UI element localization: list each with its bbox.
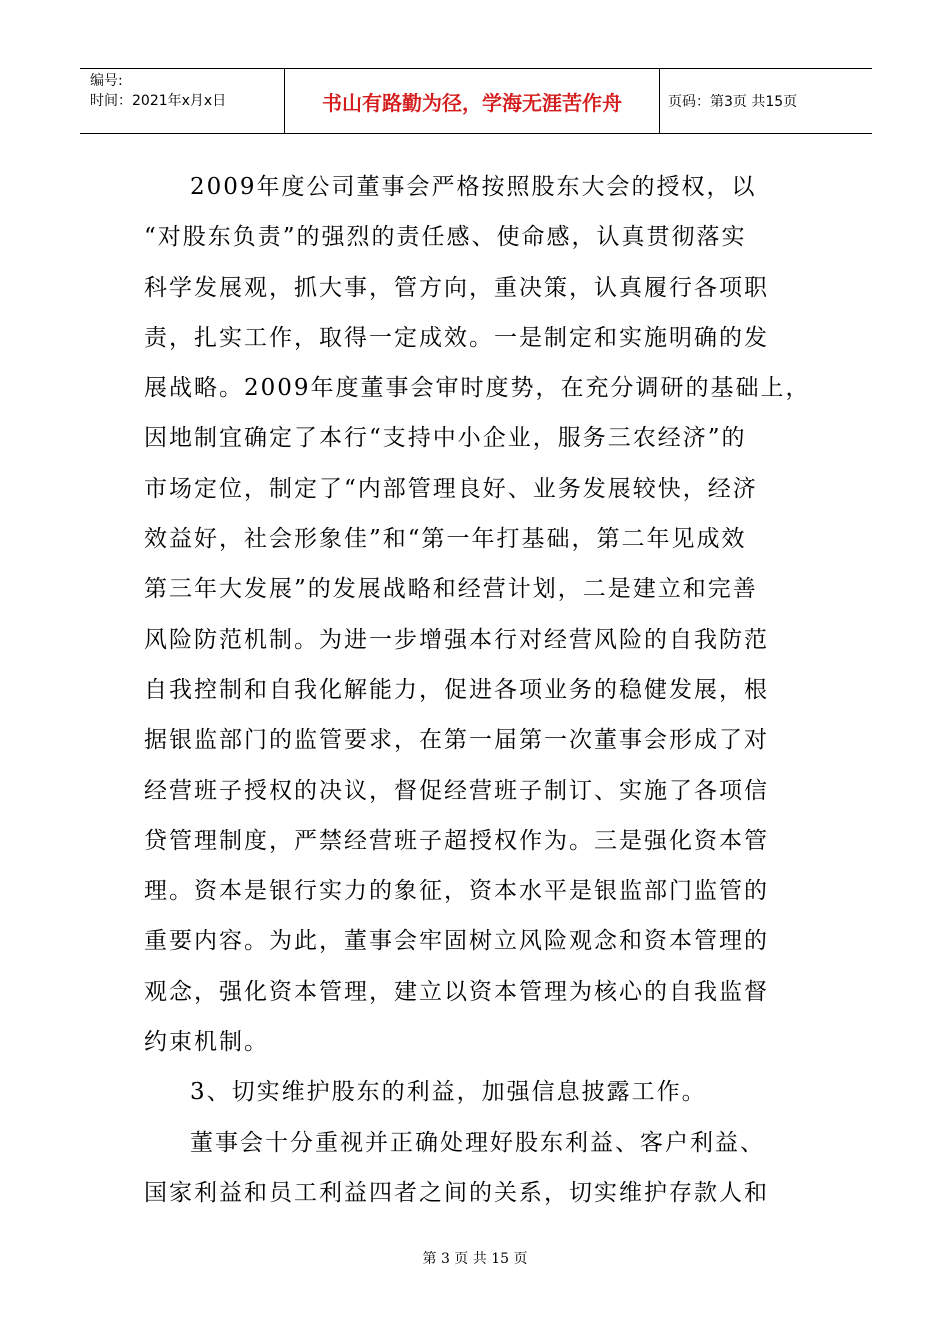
text-line: 效益好，社会形象佳”和“第一年打基础，第二年见成效 [144, 526, 747, 553]
document-date: 时间：2021年x月x日 [90, 93, 227, 109]
text-line: 理。资本是银行实力的象征，资本水平是银监部门监管的 [144, 878, 769, 905]
text-line: 科学发展观，抓大事，管方向，重决策，认真履行各项职 [144, 274, 769, 301]
text-line: 因地制宜确定了本行“支持中小企业，服务三农经济”的 [144, 425, 747, 452]
text-line: 2009年度公司董事会严格按照股东大会的授权，以 [190, 174, 757, 200]
header-motto: 书山有路勤为径，学海无涯苦作舟 [285, 69, 660, 133]
text-line: “对股东负责”的强烈的责任感、使命感，认真贯彻落实 [144, 224, 747, 251]
paragraph-shareholder-interest [144, 1118, 834, 1219]
text-line: 第三年大发展”的发展战略和经营计划，二是建立和完善 [144, 576, 758, 603]
document-number-label: 编号: [90, 73, 123, 89]
text-line: 重要内容。为此，董事会牢固树立风险观念和资本管理的 [144, 928, 769, 955]
text-line: 风险防范机制。为进一步增强本行对经营风险的自我防范 [144, 626, 769, 653]
text-line: 约束机制。 [144, 1029, 269, 1056]
text-line: 董事会十分重视并正确处理好股东利益、客户利益、 [190, 1129, 765, 1156]
header-page-info: 页码：第3页 共15页 [668, 94, 798, 110]
text-line: 观念，强化资本管理，建立以资本管理为核心的自我监督 [144, 978, 769, 1005]
text-line: 责，扎实工作，取得一定成效。一是制定和实施明确的发 [144, 324, 769, 351]
text-line: 展战略。2009年度董事会审时度势，在充分调研的基础上， [144, 375, 811, 402]
text-line: 自我控制和自我化解能力，促进各项业务的稳健发展，根 [144, 676, 769, 703]
text-line: 国家利益和员工利益四者之间的关系，切实维护存款人和 [144, 1179, 769, 1206]
text-line: 市场定位，制定了“内部管理良好、业务发展较快，经济 [144, 475, 758, 502]
text-line: 3、切实维护股东的利益，加强信息披露工作。 [190, 1079, 707, 1106]
text-line: 据银监部门的监管要求，在第一届第一次董事会形成了对 [144, 727, 769, 754]
document-body [144, 162, 834, 1218]
section-heading-3 [144, 1067, 834, 1117]
header-meta [80, 69, 285, 133]
page-footer: 第 3 页 共 15 页 [422, 1251, 528, 1267]
paragraph-board-work [144, 162, 834, 1067]
text-line: 经营班子授权的决议，督促经营班子制订、实施了各项信 [144, 777, 769, 804]
text-line: 贷管理制度，严禁经营班子超授权作为。三是强化资本管 [144, 827, 769, 854]
document-header [80, 68, 872, 134]
